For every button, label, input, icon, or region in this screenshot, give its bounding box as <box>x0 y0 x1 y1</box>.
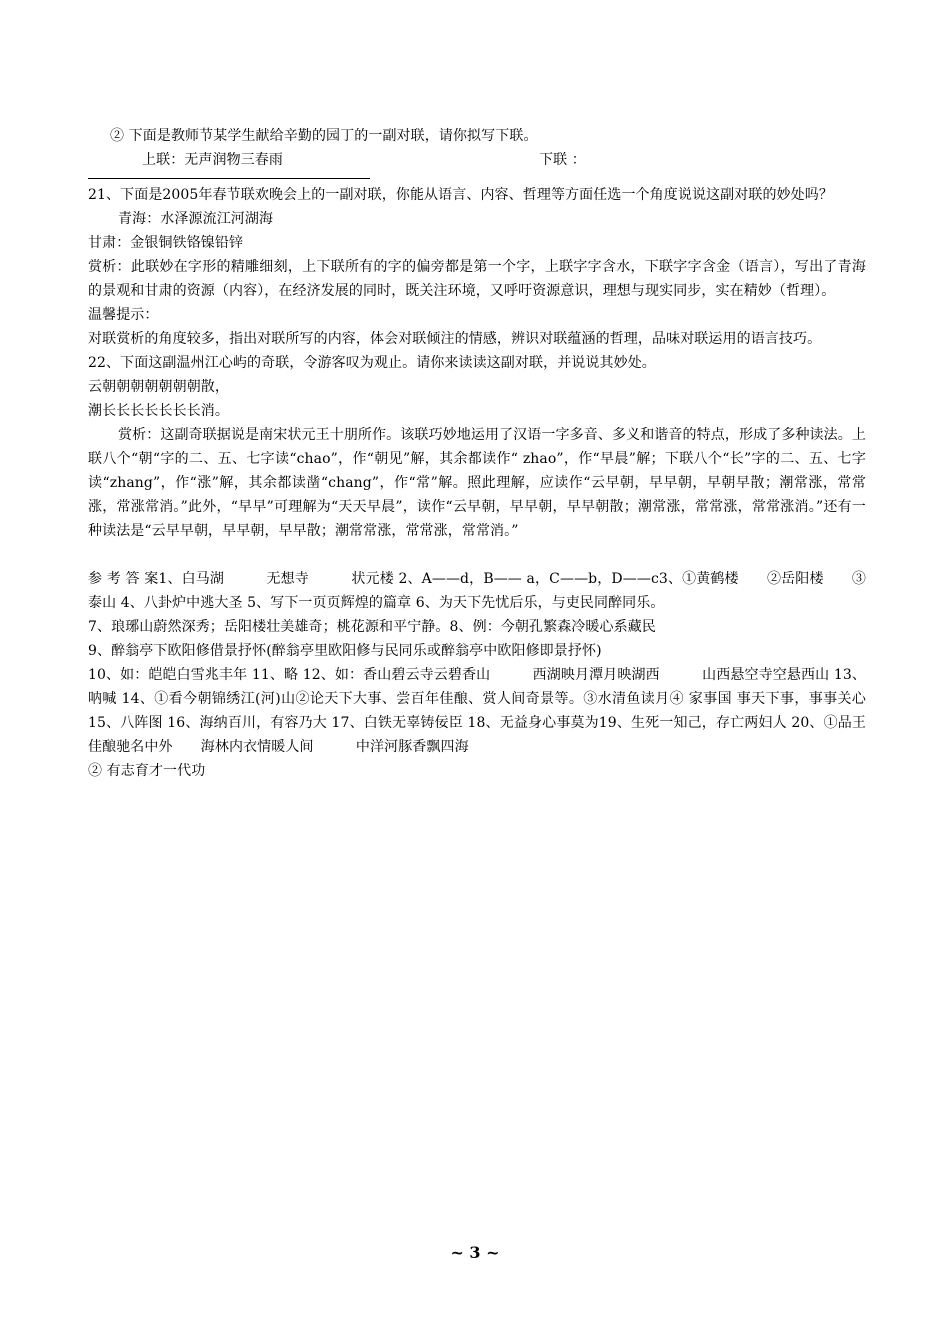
answers-part-5: ② 有志育才一代功 <box>88 763 206 779</box>
q22-couplet-lower: 潮长长长长长长长消。 <box>88 403 229 419</box>
q22-question: 22、下面这副温州江心屿的奇联，令游客叹为观止。请你来读读这副对联，并说说其妙处。 <box>88 355 656 371</box>
answers-part-3: 9、醉翁亭下欧阳修借景抒怀(醉翁亭里欧阳修与民同乐或醉翁亭中欧阳修即景抒怀) <box>88 643 602 659</box>
q20-instruction: ② 下面是教师节某学生献给辛勤的园丁的一副对联，请你拟写下联。 <box>110 128 538 144</box>
q22-analysis: 赏析：这副奇联据说是南宋状元王十朋所作。该联巧妙地运用了汉语一字多音、多义和谐音的特点，形成了多种读法。上联八个“朝“字的二、五、七字读“chao”，作“朝见”解，其余都读作“ zhao”，作“早晨”解；下联八个“长”字的二、五、七字读“zhang”，作“涨”解，其余都读凿“chang”，作“常”解。照此理解，应读作“云早朝，早早朝，早朝早散；潮常涨，常常涨，常涨常消。”此外，“早早”可理解为“天天早晨”，读作“云早朝，早早朝，早早朝散；潮常涨，常常涨，常常涨消。”还有一种读法是“云早早朝，早早朝，早早散；潮常常涨，常常涨，常常消。” <box>88 427 866 539</box>
page-number: ~ 3 ~ <box>450 1243 500 1262</box>
document-body <box>88 124 866 783</box>
q20-couplet <box>88 148 866 172</box>
q20-lower-line: 下联 ： <box>539 152 586 168</box>
q21-tip-title: 温馨提示： <box>88 307 159 323</box>
q21-couplet-upper: 青海：水泽源流江河湖海 <box>118 211 274 227</box>
answers-part-2: 7、琅琊山蔚然深秀；岳阳楼壮美雄奇；桃花源和平宁静。8、例：今朝孔繁森冷暖心系藏民 <box>88 619 656 635</box>
q21-couplet-lower: 甘肃：金银铜铁铬镍铅锌 <box>88 235 244 251</box>
q21-tip: 对联赏析的角度较多，指出对联所写的内容，体会对联倾注的情感，辨识对联蕴涵的哲理，品味对联运用的语言技巧。 <box>88 331 822 347</box>
q21-analysis: 赏析：此联妙在字形的精雕细刻，上下联所有的字的偏旁都是第一个字，上联字字含水，下联字字含金（语言），写出了青海的景观和甘肃的资源（内容），在经济发展的同时，既关注环境，又呼吁资源意识，理想与现实同步，实在精妙（哲理）。 <box>88 259 866 299</box>
q20-upper-line: 上联：无声润物三春雨 <box>142 152 283 168</box>
answer-blank-line <box>88 178 370 179</box>
answers-part-4: 10、如：皑皑白雪兆丰年 11、略 12、如：香山碧云寺云碧香山 西湖映月潭月映湖西 山西悬空寺空悬西山 13、呐喊 14、①看今朝锦绣江(河)山②论天下大事、尝百年佳酿、赏人间奇景等。③水清鱼读月④ 家事国 事天下事，事事关心 15、八阵图 16、海纳百川，有容乃大 17、白铁无辜铸佞臣 18、无益身心事莫为19、生死一知己，存亡两妇人 20、①品王佳酿驰名中外 海林内衣情暖人间 中洋河豚香飘四海 <box>88 667 866 755</box>
q22-couplet-upper: 云朝朝朝朝朝朝朝散， <box>88 379 229 395</box>
answers-part-1: 参 考 答 案1、白马湖 无想寺 状元楼 2、A——d，B—— a，C——b，D——c3、①黄鹤楼 ②岳阳楼 ③泰山 4、八卦炉中逃大圣 5、写下一页页辉煌的篇章 6、为天下先忧后乐，与吏民同醉同乐。 <box>88 571 866 611</box>
q21-question: 21、下面是2005年春节联欢晚会上的一副对联，你能从语言、内容、哲理等方面任选一个角度说说这副对联的妙处吗？ <box>88 187 833 203</box>
section-spacer <box>88 543 866 567</box>
